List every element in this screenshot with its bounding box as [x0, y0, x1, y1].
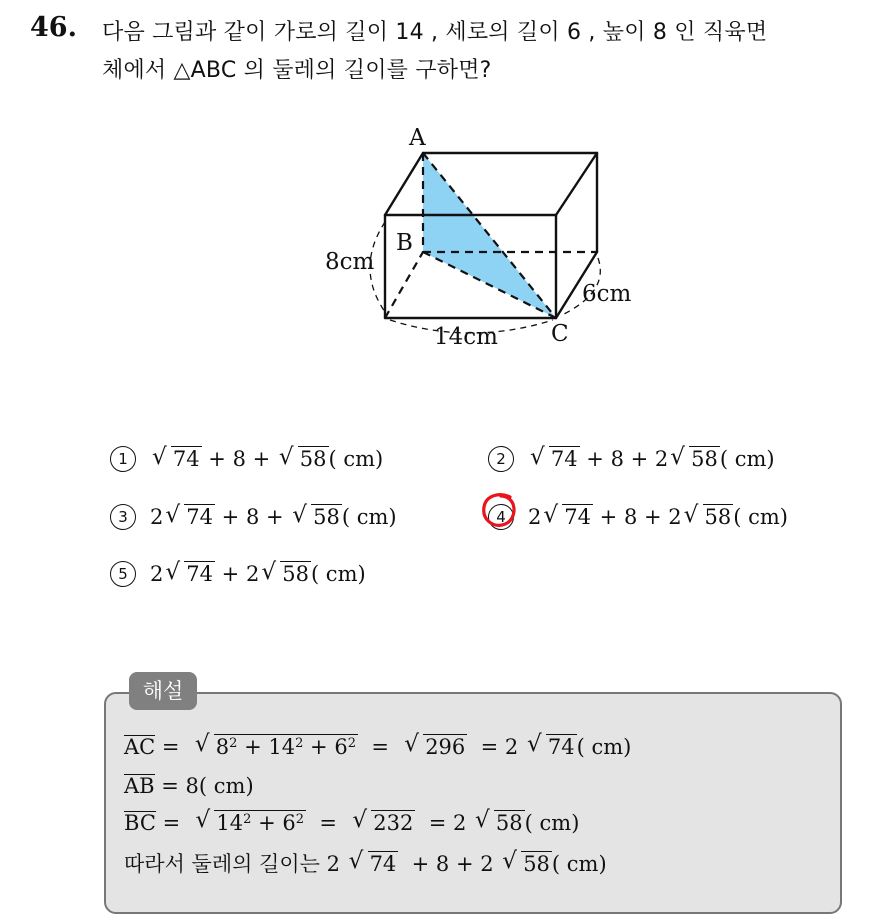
solution-tag: 해설: [129, 672, 197, 710]
choice-5[interactable]: 5 2 √ 74 + 2 √ 58 ( cm): [110, 561, 366, 587]
solution-line-ab: AB = 8( cm): [124, 774, 254, 798]
label-b: B: [396, 230, 413, 256]
edge-top-left: [385, 153, 423, 215]
choice-3-number: 3: [110, 504, 136, 530]
choice-5-number: 5: [110, 561, 136, 587]
label-a: A: [409, 125, 426, 151]
label-c: C: [551, 321, 569, 347]
choice-4-number: 4: [488, 504, 514, 530]
question-number: 46.: [30, 12, 77, 43]
choice-2-number: 2: [488, 446, 514, 472]
solution-line-conclusion: 따라서 둘레의 길이는 2 √ 74 + 8 + 2 √ 58( cm): [124, 848, 607, 878]
label-width: 14cm: [434, 324, 498, 350]
solution-line-ac: AC = √ $8^2 + 14^2 + 6^2$ = √ 296 = 2 √ 74( cm): [124, 734, 631, 759]
choice-3[interactable]: 3 2 √ 74 + 8 + √ 58 ( cm): [110, 504, 397, 530]
edge-hidden-left-bottom: [385, 252, 423, 318]
edge-top-right: [556, 153, 597, 215]
label-depth: 6cm: [582, 281, 632, 307]
choice-1[interactable]: 1 √ 74 + 8 + √ 58 ( cm): [110, 446, 383, 472]
question-line-2: 체에서 △ABC 의 둘레의 길이를 구하면?: [102, 58, 492, 83]
choice-2[interactable]: 2 √ 74 + 8 + 2 √ 58 ( cm): [488, 446, 775, 472]
solution-line-bc: BC = √ $14^2 + 6^2$ = √ 232 = 2 √ 58( cm): [124, 810, 579, 835]
question-line-1: 다음 그림과 같이 가로의 길이 14 , 세로의 길이 6 , 높이 8 인 직육면: [102, 20, 768, 45]
label-height: 8cm: [325, 249, 375, 275]
choice-4[interactable]: 4 2 √ 74 + 8 + 2 √ 58 ( cm): [488, 504, 788, 530]
cuboid-figure: [0, 0, 884, 400]
solution-box: [104, 692, 842, 914]
answer-circle-mark: [480, 491, 518, 529]
choice-1-number: 1: [110, 446, 136, 472]
